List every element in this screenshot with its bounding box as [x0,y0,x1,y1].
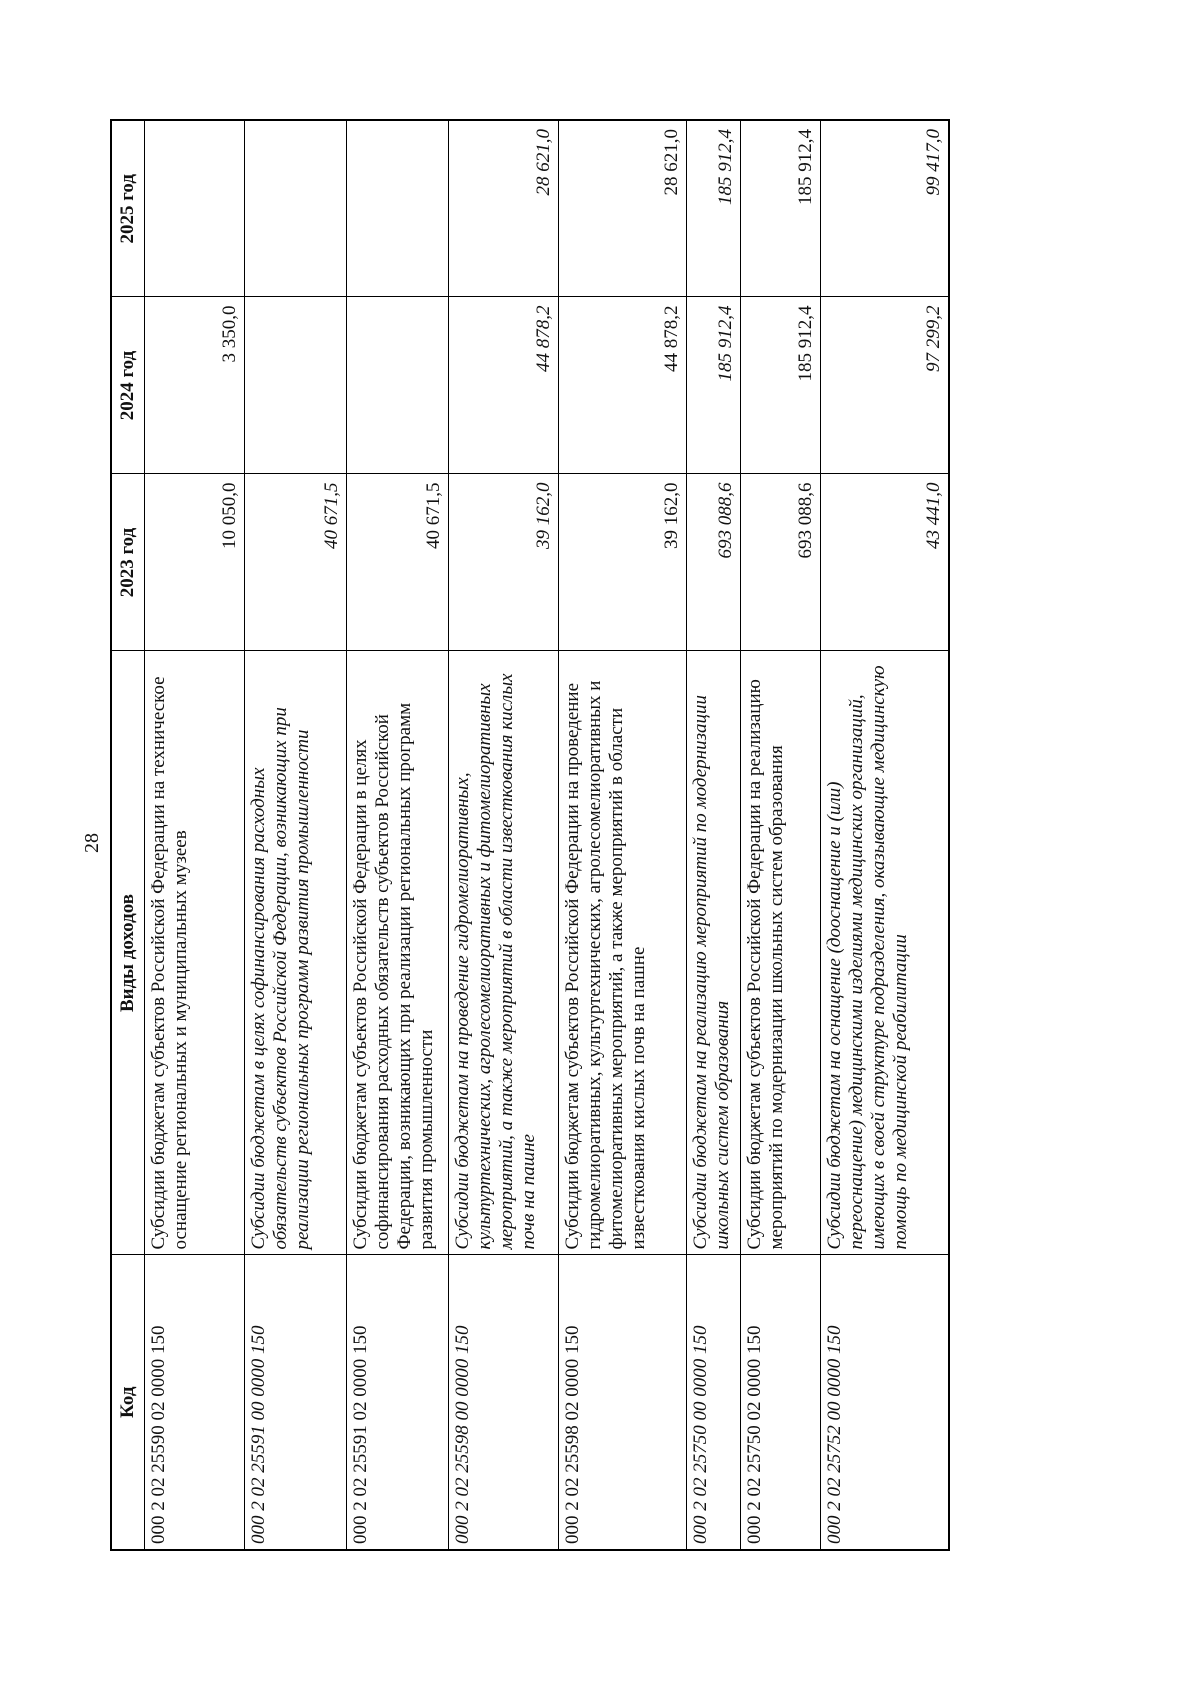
code-cell: 000 2 02 25752 00 0000 150 [821,1255,949,1550]
table-row [449,120,559,1550]
kind-cell: Субсидии бюджетам субъектов Российской Федерации на техническое оснащение региональных и муниципальных музеев [145,651,245,1255]
header-row [111,120,145,1550]
value-2023: 40 671,5 [245,474,347,651]
table-row [741,120,821,1550]
value-2025: 28 621,0 [449,120,559,297]
code-cell: 000 2 02 25750 00 0000 150 [687,1255,741,1550]
kind-cell: Субсидии бюджетам субъектов Российской Федерации в целях софинансирования расходных обязательств субъектов Российской Федерации, возникающих при реализации региональных программ развития промышленности [347,651,449,1255]
value-2024: 44 878,2 [559,297,687,474]
value-2024: 185 912,4 [741,297,821,474]
value-2024: 185 912,4 [687,297,741,474]
header-2025: 2025 год [111,120,145,297]
rotated-table-wrapper [110,115,1110,1555]
kind-cell: Субсидии бюджетам на реализацию мероприятий по модернизации школьных систем образования [687,651,741,1255]
value-2025 [145,120,245,297]
code-cell: 000 2 02 25598 00 0000 150 [449,1255,559,1550]
kind-cell: Субсидии бюджетам на проведение гидромелиоративных, культуртехнических, агролесомелиоративных и фитомелиоративных мероприятий, а также мероприятий в области известкования кислых почв на пашне [449,651,559,1255]
value-2024 [347,297,449,474]
value-2024: 3 350,0 [145,297,245,474]
code-cell: 000 2 02 25750 02 0000 150 [741,1255,821,1550]
header-code: Код [111,1255,145,1550]
header-kind: Виды доходов [111,651,145,1255]
table-row [347,120,449,1550]
value-2023: 39 162,0 [449,474,559,651]
code-cell: 000 2 02 25598 02 0000 150 [559,1255,687,1550]
table-row [687,120,741,1550]
page-number: 28 [81,833,103,853]
value-2023: 39 162,0 [559,474,687,651]
code-cell: 000 2 02 25590 02 0000 150 [145,1255,245,1550]
value-2023: 693 088,6 [741,474,821,651]
table-row [559,120,687,1550]
value-2023: 43 441,0 [821,474,949,651]
value-2025: 99 417,0 [821,120,949,297]
table-row [145,120,245,1550]
value-2023: 10 050,0 [145,474,245,651]
value-2025 [347,120,449,297]
value-2025: 185 912,4 [741,120,821,297]
code-cell: 000 2 02 25591 00 0000 150 [245,1255,347,1550]
kind-cell: Субсидии бюджетам субъектов Российской Федерации на проведение гидромелиоративных, культуртехнических, агролесомелиоративных и фитомелиоративных мероприятий, а также мероприятий в области известкования кислых почв на пашне [559,651,687,1255]
code-cell: 000 2 02 25591 02 0000 150 [347,1255,449,1550]
table-row [245,120,347,1550]
value-2025: 28 621,0 [559,120,687,297]
revenue-table [110,119,950,1551]
value-2024: 44 878,2 [449,297,559,474]
table-row [821,120,949,1550]
value-2023: 693 088,6 [687,474,741,651]
header-2023: 2023 год [111,474,145,651]
kind-cell: Субсидии бюджетам на оснащение (дооснащение и (или) переоснащение) медицинскими изделиями медицинских организаций, имеющих в своей структуре подразделения, оказывающие медицинскую помощь по медицинской реабилитации [821,651,949,1255]
value-2024: 97 299,2 [821,297,949,474]
value-2024 [245,297,347,474]
header-2024: 2024 год [111,297,145,474]
value-2025 [245,120,347,297]
kind-cell: Субсидии бюджетам субъектов Российской Федерации на реализацию мероприятий по модернизации школьных систем образования [741,651,821,1255]
value-2025: 185 912,4 [687,120,741,297]
value-2023: 40 671,5 [347,474,449,651]
kind-cell: Субсидии бюджетам в целях софинансирования расходных обязательств субъектов Российской Федерации, возникающих при реализации региональных программ развития промышленности [245,651,347,1255]
